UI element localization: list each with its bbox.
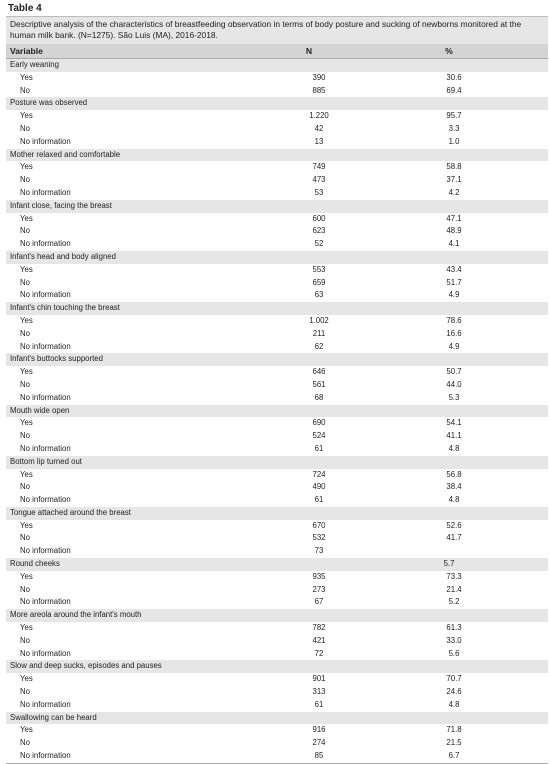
row-label: No information [20,239,71,249]
row-label: No information [20,187,71,197]
row-n: 600 [312,213,326,223]
row-label: No information [20,597,71,607]
row-percent: 21.5 [446,738,462,748]
table-row [6,328,548,341]
row-percent: 4.1 [448,239,460,249]
row-n: 935 [312,571,326,581]
row-n: 52 [314,239,324,249]
group-n [250,200,368,213]
group-row [6,558,548,571]
row-label: Yes [20,111,33,121]
table-row [6,366,548,379]
group-percent [368,302,548,315]
row-n: 524 [312,431,326,441]
row-percent: 70.7 [446,674,462,684]
table-row [6,469,548,482]
row-percent: 5.2 [448,597,460,607]
group-percent [368,609,548,622]
table-row [6,686,548,699]
row-n: 62 [314,341,324,351]
group-row [6,149,548,162]
group-row [6,353,548,366]
row-label: Yes [20,418,33,428]
row-label: No information [20,443,71,453]
group-n [250,405,368,418]
row-label: No [20,85,30,95]
table-row [6,648,548,661]
row-label: No [20,123,30,133]
row-percent: 56.8 [446,469,462,479]
row-label: No information [20,648,71,658]
table-header [6,44,548,59]
row-percent: 44.0 [446,379,462,389]
table-container [6,0,548,764]
row-n: 68 [314,392,324,402]
row-label: No [20,277,30,287]
group-percent [368,97,548,110]
table-row [6,85,548,98]
row-percent: 33.0 [446,635,462,645]
group-n [250,507,368,520]
table-row [6,635,548,648]
row-n: 85 [314,751,324,761]
row-n: 473 [312,175,326,185]
row-percent: 4.9 [448,341,460,351]
group-row [6,302,548,315]
table-row [6,123,548,136]
group-n [250,353,368,366]
group-percent: 5.7 [443,559,455,569]
row-percent [378,545,548,558]
group-n [250,712,368,725]
group-percent [368,660,548,673]
group-percent [368,149,548,162]
table-row [6,596,548,609]
table-row [6,737,548,750]
header-variable: Variable [10,46,43,56]
table-row [6,673,548,686]
group-label: Infant's chin touching the breast [10,303,120,313]
table-row [6,699,548,712]
table-row [6,417,548,430]
row-n: 885 [312,85,326,95]
row-n: 782 [312,623,326,633]
row-label: Yes [20,571,33,581]
group-n [250,558,368,571]
group-label: Tongue attached around the breast [10,507,131,517]
row-percent: 5.6 [448,648,460,658]
row-n: 53 [314,187,324,197]
group-percent [368,405,548,418]
row-label: Yes [20,520,33,530]
row-percent: 52.6 [446,520,462,530]
group-n [250,97,368,110]
row-n: 532 [312,533,326,543]
row-label: Yes [20,264,33,274]
row-n: 274 [312,738,326,748]
row-label: No [20,226,30,236]
row-percent: 3.3 [448,123,460,133]
row-label: Yes [20,623,33,633]
group-label: Mother relaxed and comfortable [10,149,121,159]
table-row [6,161,548,174]
table-row [6,750,548,763]
row-percent: 4.9 [448,290,460,300]
table-row [6,289,548,302]
row-n: 421 [312,635,326,645]
row-n: 390 [312,72,326,82]
row-n: 73 [314,546,324,556]
row-n: 623 [312,226,326,236]
row-label: Yes [20,725,33,735]
table-row [6,532,548,545]
row-n: 273 [312,584,326,594]
row-percent: 30.6 [446,72,462,82]
group-label: Slow and deep sucks, episodes and pauses [10,661,162,671]
group-label: More areola around the infant's mouth [10,610,142,620]
row-percent: 58.8 [446,162,462,172]
row-percent: 21.4 [446,584,462,594]
row-percent: 43.4 [446,264,462,274]
table-row [6,430,548,443]
row-n: 61 [314,495,324,505]
header-n: N [305,46,313,56]
row-percent: 61.3 [446,623,462,633]
row-percent: 51.7 [446,277,462,287]
group-label: Infant's buttocks supported [10,354,103,364]
table-row [6,213,548,226]
row-n: 67 [314,597,324,607]
row-n: 690 [312,418,326,428]
table-row [6,277,548,290]
table-row [6,584,548,597]
row-n: 749 [312,162,326,172]
row-percent: 41.1 [446,431,462,441]
group-row [6,59,548,72]
group-percent [368,251,548,264]
row-percent: 50.7 [446,367,462,377]
group-row [6,609,548,622]
group-percent [368,59,548,72]
row-percent: 4.8 [448,443,460,453]
group-n [250,660,368,673]
row-percent: 24.6 [446,687,462,697]
row-label: Yes [20,213,33,223]
row-n: 42 [314,123,324,133]
row-n: 61 [314,699,324,709]
table-row [6,392,548,405]
group-row [6,97,548,110]
row-label: No [20,379,30,389]
row-label: No [20,687,30,697]
row-percent: 73.3 [446,571,462,581]
table-row [6,187,548,200]
group-percent [368,200,548,213]
row-n: 1.002 [309,315,329,325]
row-label: Yes [20,72,33,82]
group-label: Swallowing can be heard [10,712,97,722]
table-row [6,225,548,238]
row-percent: 4.2 [448,187,460,197]
row-percent: 6.7 [448,751,460,761]
row-n: 13 [314,136,324,146]
row-percent: 38.4 [446,482,462,492]
group-n [250,251,368,264]
row-label: No information [20,341,71,351]
table-row [6,443,548,456]
row-n: 211 [312,328,326,338]
row-label: No information [20,290,71,300]
row-percent: 5.3 [448,392,460,402]
table-row [6,264,548,277]
group-percent [368,353,548,366]
group-n [250,609,368,622]
table-row [6,238,548,251]
row-percent: 37.1 [446,175,462,185]
table-body [6,59,548,764]
group-row [6,456,548,469]
row-label: Yes [20,162,33,172]
table-row [6,110,548,123]
group-n [250,149,368,162]
row-n: 724 [312,469,326,479]
group-row [6,712,548,725]
table-row [6,724,548,737]
row-percent: 4.8 [448,495,460,505]
row-percent: 69.4 [446,85,462,95]
table-row [6,622,548,635]
row-n: 553 [312,264,326,274]
group-row [6,660,548,673]
row-n: 490 [312,482,326,492]
row-n: 659 [312,277,326,287]
group-n [250,456,368,469]
row-percent: 48.9 [446,226,462,236]
table-row [6,315,548,328]
group-percent [368,712,548,725]
row-n: 63 [314,290,324,300]
row-label: Yes [20,367,33,377]
group-n [250,302,368,315]
row-label: No information [20,699,71,709]
row-n: 901 [312,674,326,684]
group-row [6,200,548,213]
row-n: 561 [312,379,326,389]
row-n: 72 [314,648,324,658]
row-n: 61 [314,443,324,453]
row-label: No information [20,392,71,402]
group-row [6,405,548,418]
row-percent: 16.6 [446,328,462,338]
table-row [6,571,548,584]
row-label: Yes [20,315,33,325]
row-label: No [20,328,30,338]
table-row [6,174,548,187]
row-percent: 1.0 [448,136,460,146]
row-n: 670 [312,520,326,530]
table-row [6,545,548,558]
row-label: No information [20,495,71,505]
group-label: Bottom lip turned out [10,456,82,466]
row-label: No [20,482,30,492]
group-row [6,251,548,264]
row-percent: 71.8 [446,725,462,735]
row-n: 1.220 [309,111,329,121]
table-row [6,136,548,149]
row-label: No [20,738,30,748]
row-label: Yes [20,674,33,684]
row-label: No information [20,546,71,556]
group-label: Round cheeks [10,559,60,569]
row-percent: 78.6 [446,315,462,325]
group-percent [368,507,548,520]
row-label: No information [20,136,71,146]
row-percent: 95.7 [446,111,462,121]
group-label: Early weaning [10,60,59,69]
table-row [6,379,548,392]
row-percent: 4.8 [448,699,460,709]
table-row [6,72,548,85]
row-n: 313 [312,687,326,697]
group-label: Mouth wide open [10,405,70,415]
row-label: No [20,584,30,594]
table-title: Table 4 [8,3,42,14]
row-label: No [20,175,30,185]
group-percent [368,456,548,469]
row-label: No [20,533,30,543]
row-percent: 54.1 [446,418,462,428]
row-n: 646 [312,367,326,377]
row-label: No [20,635,30,645]
row-label: No information [20,751,71,761]
table-row [6,494,548,507]
group-n [250,59,368,72]
group-row [6,507,548,520]
header-percent: % [445,46,453,56]
row-label: Yes [20,469,33,479]
row-percent: 41.7 [446,533,462,543]
table-caption: Descriptive analysis of the characteristics of breastfeeding observation in terms of body posture and sucking of newborns monitored at the human milk bank. (N=1275). São Luis (MA), 2016-2018. [6,16,548,44]
group-label: Posture was observed [10,98,88,108]
row-label: No [20,431,30,441]
row-n: 916 [312,725,326,735]
table-row [6,481,548,494]
group-label: Infant close, facing the breast [10,200,112,210]
table-row [6,520,548,533]
group-label: Infant's head and body aligned [10,251,116,261]
table-row [6,341,548,354]
row-percent: 47.1 [446,213,462,223]
